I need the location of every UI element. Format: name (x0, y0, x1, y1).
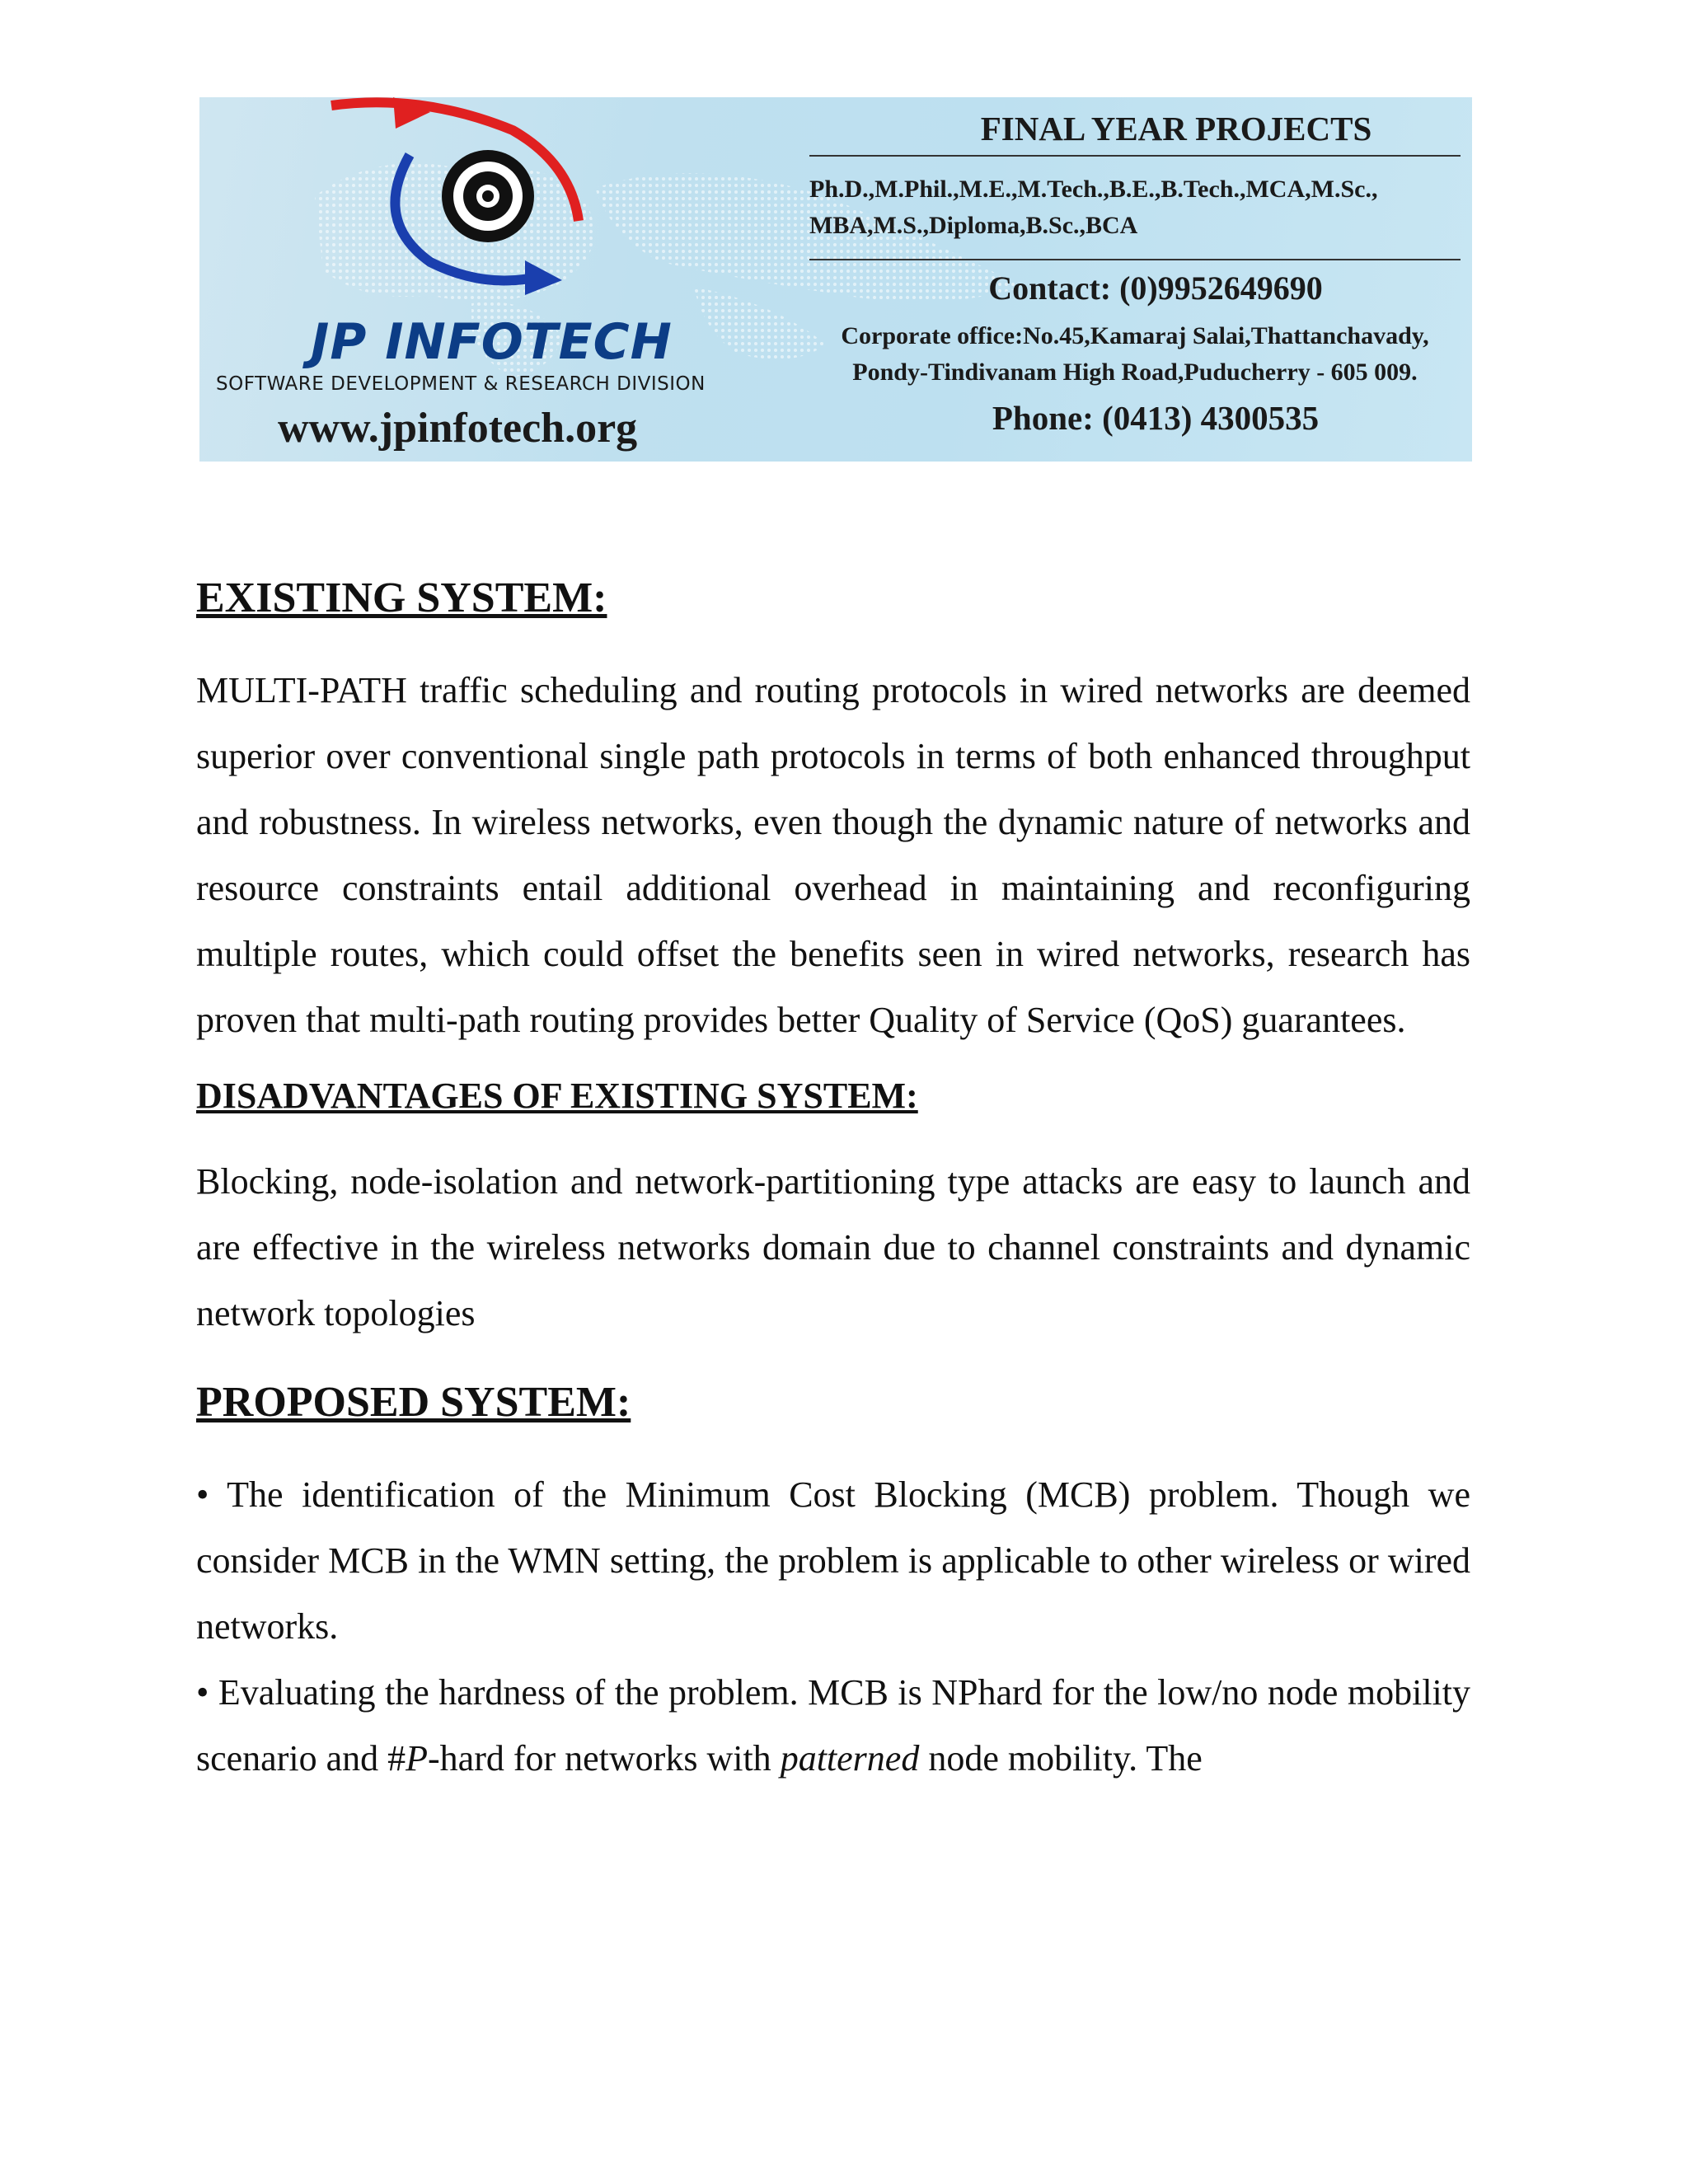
bullet-text: node mobility. The (919, 1738, 1203, 1779)
bullet-text: -hard for networks with (428, 1738, 781, 1779)
disadvantages-paragraph: Blocking, node-isolation and network-partitioning type attacks are easy to launch and are effective in the wireless networks domain due to channel constraints and dynamic network topologies (196, 1161, 1470, 1333)
bullet-text: • Evaluating the hardness of the problem. MCB is NPhard for the low/no node mobility scenario and # (196, 1672, 1470, 1779)
heading-disadvantages: DISADVANTAGES OF EXISTING SYSTEM: (196, 1076, 918, 1116)
address-line: Pondy-Tindivanam High Road,Puducherry - 605 009. (852, 359, 1418, 386)
address-line: Corporate office:No.45,Kamaraj Salai,Thattanchavady, (841, 322, 1429, 349)
proposed-bullet: • The identification of the Minimum Cost Blocking (MCB) problem. Though we consider MCB in the WMN setting, the problem is applicable to other wireless or wired networks. (196, 1474, 1470, 1647)
divider (809, 155, 1461, 157)
bullet-italic-text: patterned (780, 1738, 920, 1779)
brand-subtitle: SOFTWARE DEVELOPMENT & RESEARCH DIVISION (216, 373, 706, 395)
existing-system-paragraph: MULTI-PATH traffic scheduling and routing protocols in wired networks are deemed superior over conventional single path protocols in terms of both enhanced throughput and robustness. In wireless networks, even though the dynamic nature of networks and resource constraints entail additional overhead in maintaining and reconfiguring multiple routes, which could offset the benefits seen in wired networks, research has proven that multi-path routing provides better Quality of Service (QoS) guarantees. (196, 670, 1470, 1040)
degrees-line: Ph.D.,M.Phil.,M.E.,M.Tech.,B.E.,B.Tech.,MCA,M.Sc., (809, 176, 1378, 203)
heading-existing-system: EXISTING SYSTEM: (196, 574, 607, 621)
degrees-line: MBA,M.S.,Diploma,B.Sc.,BCA (809, 212, 1138, 239)
website-link[interactable]: www.jpinfotech.org (278, 405, 638, 452)
banner-title: FINAL YEAR PROJECTS (980, 110, 1372, 148)
phone-number: Phone: (0413) 4300535 (992, 399, 1320, 437)
degrees-list (809, 171, 1452, 244)
brand-name: JP INFOTECH (311, 313, 673, 371)
heading-proposed-system: PROPOSED SYSTEM: (196, 1379, 631, 1426)
header-banner (199, 97, 1472, 462)
document-body (196, 569, 1470, 1792)
target-eye-with-arrows-icon (323, 97, 636, 312)
corporate-address (809, 318, 1461, 391)
proposed-bullet (196, 1660, 1470, 1792)
divider (809, 259, 1461, 260)
contact-number: Contact: (0)9952649690 (988, 269, 1323, 307)
bullet-italic-text: P (406, 1738, 429, 1779)
